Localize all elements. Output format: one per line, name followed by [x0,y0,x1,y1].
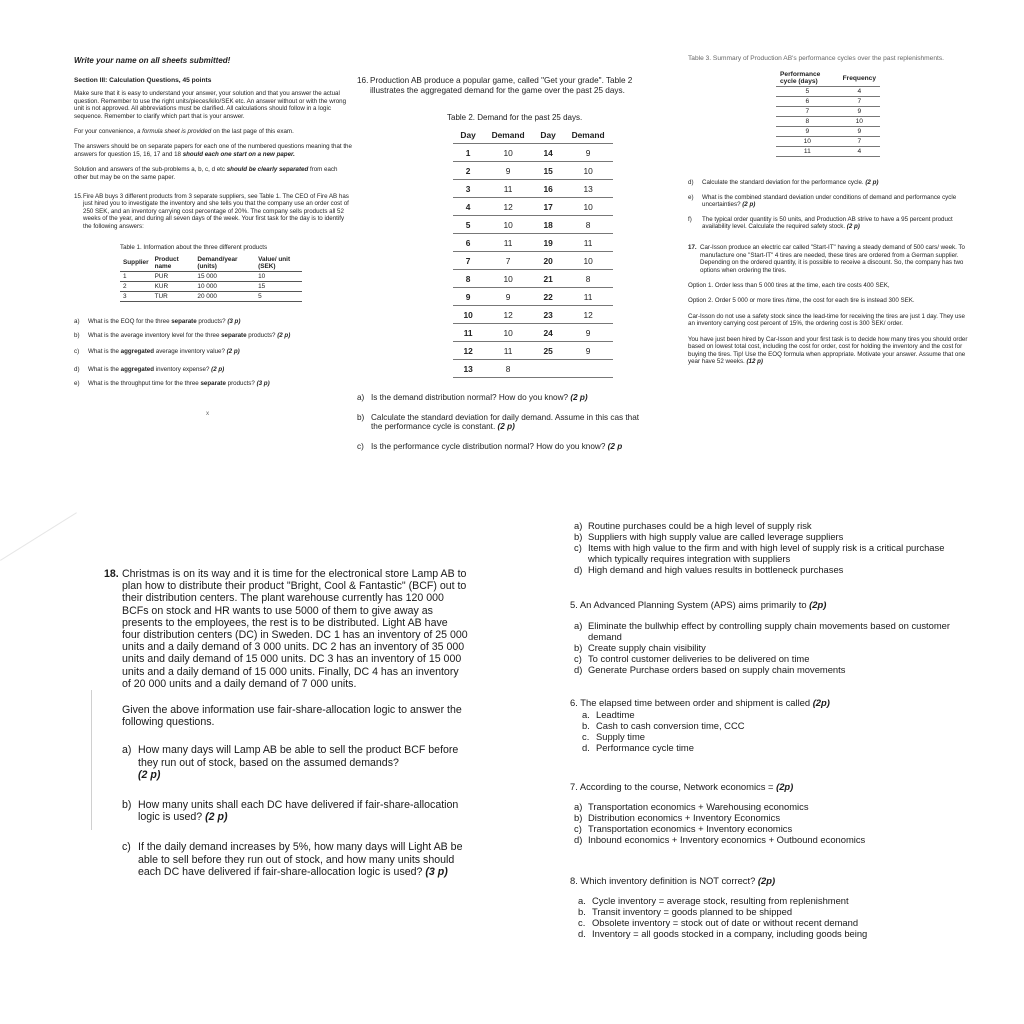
option-item: d) Generate Purchase orders based on supply chain movements [574,664,846,675]
table-row [453,270,613,288]
table-cell: 9 [776,127,839,137]
option-item: b) Distribution economics + Inventory Economics [574,812,781,823]
option-item: d) High demand and high values results in bottleneck purchases [574,564,844,575]
exam-sheet-question-18 [104,568,468,898]
section-title: Section III: Calculation Questions, 45 points [74,77,212,84]
table-row [453,180,613,198]
table-header-cell: Performance cycle (days) [776,70,839,87]
table-cell: 11 [776,147,839,157]
table-cell: 12 [483,198,533,216]
table-cell: 10 [563,162,613,180]
table-cell: 12 [483,306,533,324]
option-item: d. Inventory = all goods stocked in a company, including goods being [578,928,868,939]
fair-share-instructions: Given the above information use fair-share-allocation logic to answer the following questions. [122,704,462,729]
option-item: b) Suppliers with high supply value are called leverage suppliers [574,531,844,542]
table-cell: 7 [839,137,880,147]
table-row [453,342,613,360]
option-item: b) Create supply chain visibility [574,642,706,653]
task-paragraph: You have just been hired by Car-Isson and your first task is to decide how many tires you should order based on lowest total cost, including the cost for order, cost for holding the inventory and the cost for buying the tires. Tip! Use the EOQ formula when appropriate. Motivate your answer. Assume that one year have 52 weeks. (12 p) [688,335,968,365]
table-cell: 11 [483,180,533,198]
question-7-options [574,801,950,845]
table-cell: 8 [776,117,839,127]
question-6: 6. The elapsed time between order and shipment is called (2p) [570,697,830,708]
table-cell: 9 [839,127,880,137]
table-cell: 11 [483,342,533,360]
option-item: a) Transportation economics + Warehousing economics [574,801,809,812]
question-16: 16. Production AB produce a popular game, called "Get your grade". Table 2 illustrates the aggregated demand for the game over the past 25 days. [357,76,633,95]
table-cell: 6 [776,97,839,107]
table-cell: 9 [563,144,613,162]
stray-mark: x [206,409,210,417]
table-row [453,144,613,162]
table-cell: 9 [483,288,533,306]
question-18: 18. Christmas is on its way and it is time for the electronical store Lamp AB to plan how to distribute their product "Bright, Cool & Fantastic" (BCF) out to their distribution centers. The plant warehouse currently has 120 000 BCFs on stock and HR wants to use 5000 of them to give away as presents to the employees, the rest is to be distributed. Light AB have four distribution centers (DC) in Sweden. DC 1 has an inventory of 25 000 units and a daily demand of 3 000 units. DC 2 has an inventory of 35 000 units and daily demand of 15 000 units. DC 3 has an inventory of 15 000 units and a daily demand of 15 000 units. Finally, DC 4 has an inventory of 20 000 units and a daily demand of 7 000 units. [104,568,468,690]
option-item: c) Transportation economics + Inventory economics [574,823,793,834]
table-cell: 23 [533,306,563,324]
table-header-cell: Day [453,126,483,144]
table-cell: 9 [453,288,483,306]
table-header-cell: Product name [152,255,195,272]
question-8: 8. Which inventory definition is NOT correct? (2p) [570,875,776,886]
question-7: 7. According to the course, Network economics = (2p) [570,781,794,792]
table-cell: 18 [533,216,563,234]
table-cell: 1 [453,144,483,162]
table-1-caption: Table 1. Information about the three different products [120,244,268,252]
table-row [776,127,880,137]
table-cell: 10 [776,137,839,147]
question-15a: a) What is the EOQ for the three separate products? (3 p) [74,317,241,325]
table-cell: 10 [563,198,613,216]
table-cell: 16 [533,180,563,198]
table-row [453,162,613,180]
option-item: d. Performance cycle time [582,742,694,753]
table-cell: 12 [563,306,613,324]
table-cell: 4 [839,147,880,157]
option-item: d) Inbound economics + Inventory economics + Outbound economics [574,834,866,845]
question-5-options [574,620,950,675]
exam-sheet-multiple-choice [570,520,950,980]
option-item: a. Cycle inventory = average stock, resulting from replenishment [578,895,849,906]
option-item: a) Routine purchases could be a high level of supply risk [574,520,812,531]
table-row [453,216,613,234]
table-2-body [453,144,613,378]
question-8-options [578,895,950,939]
scan-edge-line [0,512,77,561]
table-cell: 5 [776,87,839,97]
table-cell: 25 [533,342,563,360]
table-cell: 22 [533,288,563,306]
table-cell: 20 [533,252,563,270]
table-2 [453,126,613,378]
table-header-cell: Demand [483,126,533,144]
option-item: c. Obsolete inventory = stock out of date or without recent demand [578,917,859,928]
safety-stock-paragraph: Car-Isson do not use a safety stock since the lead-time for receiving the tires are just 1 day. They use an inventory carrying cost percent of 15%, the ordering cost is 300 SEK/ order. [688,312,965,328]
table-header-cell: Frequency [839,70,880,87]
formula-sheet-note: For your convenience, a formula sheet is provided on the last page of this exam. [74,128,294,136]
table-3-header [776,70,880,87]
table-cell: 12 [453,342,483,360]
question-16a: a) Is the demand distribution normal? How do you know? (2 p) [357,393,588,403]
table-row [453,198,613,216]
table-cell: 13 [453,360,483,378]
table-cell: 19 [533,234,563,252]
option-2: Option 2. Order 5 000 or more tires /time, the cost for each tire is instead 300 SEK. [688,297,915,305]
table-cell: 10 [563,252,613,270]
table-row [776,87,880,97]
table-cell: 15 [533,162,563,180]
table-cell: 9 [839,107,880,117]
question-18c: c) If the daily demand increases by 5%, how many days will Light AB be able to sell before they run out of stock, and how many units should each DC have delivered if fair-share-allocation logic is used? (3 p) [122,841,463,878]
separation-note: Solution and answers of the sub-problems a, b, c, d etc should be clearly separated from each other but may be on the same paper. [74,166,338,181]
table-cell: 5 [453,216,483,234]
table-cell: 13 [563,180,613,198]
table-cell: 17 [533,198,563,216]
table-cell: 4 [839,87,880,97]
question-16d: d) Calculate the standard deviation for the performance cycle. (2 p) [688,179,879,187]
table-cell: 3 [453,180,483,198]
table-cell: 7 [483,252,533,270]
table-cell: 7 [839,97,880,107]
option-item: c) To control customer deliveries to be delivered on time [574,653,810,664]
table-header-cell: Supplier [120,255,152,272]
question-15e: e) What is the throughput time for the three separate products? (3 p) [74,380,270,388]
table-cell: 11 [453,324,483,342]
exam-sheet-section-iii [74,50,352,520]
table-row [776,97,880,107]
intro-paragraph: Make sure that it is easy to understand your answer, your solution and that you answer the actual question. Remember to use the right units/pieces/kilo/SEK etc. An answer without or with the wrong unit is not approved. All abbreviations must be clarified. All calculations should follow in a logic sequence. Remember to clarify which part that is your answer. [74,90,347,120]
table-cell: 11 [563,288,613,306]
option-item: c) Items with high value to the firm and with high level of supply risk is a critical purchase which typically requires integration with suppliers [574,542,945,564]
table-cell: 11 [483,234,533,252]
table-row [776,117,880,127]
previous-question-options [574,520,950,575]
option-item: b. Transit inventory = goods planned to be shipped [578,906,793,917]
table-cell: 4 [453,198,483,216]
table-cell: 7 [776,107,839,117]
table-row [453,360,613,378]
table-cell: 10 [453,306,483,324]
table-cell: 8 [453,270,483,288]
table-row [776,137,880,147]
question-6-options [582,709,950,753]
table-row [776,107,880,117]
table-header-cell: Demand [563,126,613,144]
question-16c: c) Is the performance cycle distribution normal? How do you know? (2 p [357,441,623,451]
option-item: c. Supply time [582,731,645,742]
table-row: 3 TUR 20 000 5 [120,291,302,301]
table-cell: 10 [483,144,533,162]
question-18b: b) How many units shall each DC have delivered if fair-share-allocation logic is used? (2 p) [122,799,459,824]
option-1: Option 1. Order less than 5 000 tires at the time, each tire costs 400 SEK, [688,282,890,290]
table-row [453,234,613,252]
table-cell: 8 [563,216,613,234]
table-cell: 10 [483,270,533,288]
table-row [453,306,613,324]
table-row: 2 KUR 10 000 15 [120,281,302,291]
table-row [453,252,613,270]
table-1 [120,255,302,302]
table-cell: 9 [563,324,613,342]
question-16b: b) Calculate the standard deviation for daily demand. Assume in this cas that the performance cycle is constant. (2 p) [357,412,640,432]
table-header-cell: Day [533,126,563,144]
separate-papers-note: The answers should be on separate papers for each one of the numbered questions meaning that the answers for question 15, 16, 17 and 18 should each one start on a new paper. [74,143,352,158]
exam-sheet-question-17 [688,55,970,505]
table-cell: 10 [483,324,533,342]
table-cell: 7 [453,252,483,270]
question-17: 17. Car-Isson produce an electric car called "Start-IT" having a steady demand of 500 cars/ week. To manufacture one "Start-IT" 4 tires are needed, these tires are ordered from a German supplier. Depending on the ordered quantity, it is possible to receive a discount. So, the company has two options when ordering the tires. [688,244,965,274]
question-15b: b) What is the average inventory level for the three separate products? (2 p) [74,331,291,339]
table-header-cell: Value/ unit (SEK) [255,255,302,272]
table-cell: 2 [453,162,483,180]
table-row [776,147,880,157]
table-2-caption: Table 2. Demand for the past 25 days. [447,113,583,123]
table-cell: 8 [483,360,533,378]
table-cell: 14 [533,144,563,162]
table-cell: 11 [563,234,613,252]
question-16e: e) What is the combined standard deviation under conditions of demand and performance cycle uncertainties? (2 p) [688,193,957,209]
question-15: 15. Fire AB buys 3 different products from 3 separate suppliers, see Table 1. The CEO of Fire AB has just hired you to investigate the inventory and she tells you that the company use an order cost of 250 SEK, and an inventory carrying cost percentage of 20%. The company sells products all 52 weeks of the year, and during all seven days of the week. Your first task for the day is to identify the following answers: [74,193,349,230]
table-cell: 8 [563,270,613,288]
table-cell: 10 [483,216,533,234]
question-16f: f) The typical order quantity is 50 units, and Production AB strive to have a 95 percent product availability level. Calculate the required safety stock. (2 p) [688,215,953,231]
table-3-body [776,87,880,157]
question-5: 5. An Advanced Planning System (APS) aims primarily to (2p) [570,599,827,610]
table-3 [776,70,880,157]
table-row [453,324,613,342]
scan-margin-line [91,690,92,830]
table-cell [563,360,613,378]
table-header-cell: Demand/year (units) [194,255,255,272]
table-1-header [120,255,302,272]
sheet-header: Write your name on all sheets submitted! [74,56,231,65]
question-15c: c) What is the aggregated average inventory value? (2 p) [74,348,240,356]
option-item: b. Cash to cash conversion time, CCC [582,720,745,731]
table-row: 1 PUR 15 000 10 [120,271,302,281]
exam-sheet-question-16 [357,70,645,510]
table-cell: 10 [839,117,880,127]
option-item: a. Leadtime [582,709,635,720]
question-15d: d) What is the aggregated inventory expense? (2 p) [74,365,225,373]
question-18a: a) How many days will Lamp AB be able to sell the product BCF before they run out of stock, based on the assumed demands? (2 p) [122,744,459,781]
table-cell: 6 [453,234,483,252]
table-row [453,288,613,306]
table-cell [533,360,563,378]
table-cell: 9 [483,162,533,180]
table-cell: 9 [563,342,613,360]
table-2-header [453,126,613,144]
table-cell: 24 [533,324,563,342]
table-cell: 21 [533,270,563,288]
table-3-caption: Table 3. Summary of Production AB's performance cycles over the past replenishments. [688,55,944,62]
option-item: a) Eliminate the bullwhip effect by controlling supply chain movements based on customer demand [574,620,950,642]
